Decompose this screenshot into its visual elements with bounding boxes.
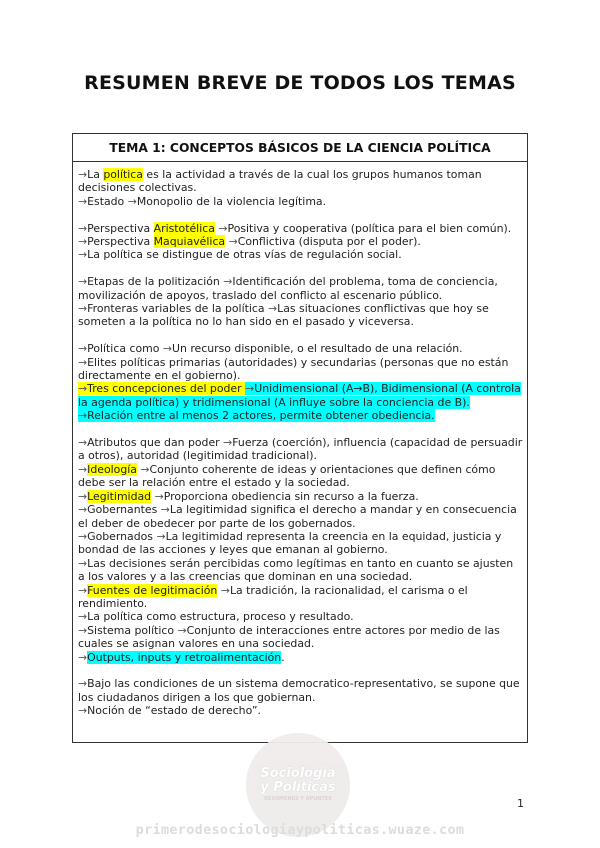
arrow-icon: →	[78, 355, 88, 369]
arrow-icon: →	[223, 436, 233, 450]
paragraph-etapas: →Etapas de la politización →Identificación del problema, toma de conciencia, movilización de apoyos, traslado del conflicto al escenario público.	[78, 275, 498, 302]
watermark-line3: RESUMENES Y APUNTES	[264, 796, 332, 802]
arrow-icon: →	[223, 275, 233, 289]
paragraph-estructura: →La política como estructura, proceso y resultado.	[78, 610, 354, 624]
tema-1-box	[72, 133, 528, 743]
arrow-icon: →	[127, 194, 137, 208]
highlight-maquiavelica: Maquiavélica	[153, 235, 226, 249]
paragraph-politica-como: →Política como →Un recurso disponible, o el resultado de una relación.	[78, 342, 463, 356]
arrow-icon: →	[78, 382, 88, 396]
highlight-politica: política	[103, 168, 143, 181]
paragraph-estado: →Estado →Monopolio de la violencia legítima.	[78, 194, 327, 208]
arrow-icon: →	[78, 529, 88, 543]
paragraph-elites: →Elites políticas primarias (autoridades) y secundarias (personas que no están directamente en el gobierno).	[78, 355, 509, 383]
paragraph-gobernados: →Gobernados →La legitimidad representa la creencia en la equidad, justicia y bondad de las acciones y leyes que emanan al gobierno.	[78, 529, 502, 557]
arrow-icon: →	[78, 168, 88, 181]
arrow-icon: →	[220, 583, 230, 597]
arrow-icon: →	[78, 462, 88, 476]
watermark-line2: y Políticas	[260, 780, 336, 795]
arrow-icon: →	[162, 342, 172, 356]
arrow-icon: →	[78, 342, 88, 356]
watermark-line1: Sociología	[260, 766, 336, 781]
arrow-icon: →	[78, 275, 88, 289]
arrow-icon: →	[78, 302, 88, 316]
paragraph-relacion-actores	[78, 409, 523, 422]
arrow-icon: →	[78, 556, 88, 570]
highlight-ideologia: Ideología	[87, 462, 137, 476]
arrow-icon: →	[78, 194, 88, 208]
arrow-icon: →	[78, 409, 88, 423]
arrow-icon: →	[228, 235, 238, 249]
arrow-icon: →	[218, 221, 228, 235]
paragraph-politica: →La política es la actividad a través de la cual los grupos humanos toman decisiones colectivas.	[78, 168, 482, 195]
arrow-icon: →	[140, 462, 150, 476]
arrow-icon: →	[78, 583, 88, 597]
arrow-icon: →	[78, 248, 88, 262]
arrow-icon: →	[78, 610, 88, 624]
arrow-icon: →	[78, 221, 88, 235]
paragraph-estado-derecho: →Noción de “estado de derecho”.	[78, 704, 261, 718]
arrow-icon: →	[156, 529, 166, 543]
paragraph-fuentes: →Fuentes de legitimación →La tradición, la racionalidad, el carisma o el rendimiento.	[78, 583, 468, 610]
arrow-icon: →	[78, 677, 88, 691]
paragraph-decisiones: →Las decisiones serán percibidas como legítimas en tanto en cuanto se ajusten a los valores y a las creencias que dominan en una sociedad.	[78, 556, 514, 584]
paragraph-maquiavelica: →Perspectiva Maquiavélica →Conflictiva (disputa por el poder).	[78, 235, 421, 249]
arrow-icon: →	[268, 302, 278, 316]
tema-1-content	[73, 162, 527, 718]
paragraph-sistema: →Sistema político →Conjunto de interacciones entre actores por medio de las cuales se asignan valores en una sociedad.	[78, 623, 500, 651]
highlight-fuentes: Fuentes de legitimación	[87, 583, 218, 597]
paragraph-atributos: →Atributos que dan poder →Fuerza (coerción), influencia (capacidad de persuadir a otros), autoridad (legitimidad tradicional).	[78, 436, 523, 463]
paragraph-democratico: →Bajo las condiciones de un sistema democratico-representativo, se supone que los ciudadanos dirigen a los que gobiernan.	[78, 677, 520, 704]
arrow-icon: →	[78, 650, 88, 664]
paragraph-fronteras: →Fronteras variables de la política →Las situaciones conflictivas que hoy se someten a la política no lo han sido en el pasado y viceversa.	[78, 302, 489, 329]
highlight-concepciones: →Tres concepciones del poder	[78, 382, 246, 396]
arrow-icon: →	[245, 382, 255, 396]
arrow-icon: →	[78, 704, 88, 718]
page-title: RESUMEN BREVE DE TODOS LOS TEMAS	[84, 72, 516, 94]
tema-1-header: TEMA 1: CONCEPTOS BÁSICOS DE LA CIENCIA POLÍTICA	[73, 134, 527, 162]
page-number: 1	[517, 797, 524, 810]
arrow-icon: →	[154, 489, 164, 503]
arrow-icon: →	[177, 623, 187, 637]
highlight-dimensiones: →Unidimensional (A→B), Bidimensional (A controla la agenda política) y tridimensional (A influye sobre la conciencia de B).	[78, 382, 521, 409]
arrow-icon: →	[160, 503, 170, 517]
paragraph-concepciones-poder	[78, 382, 523, 409]
highlight-legitimidad: Legitimidad	[87, 489, 152, 503]
paragraph-legitimidad: →Legitimidad →Proporciona obediencia sin recurso a la fuerza.	[78, 489, 419, 503]
arrow-icon: →	[78, 489, 88, 503]
paragraph-outputs: →Outputs, inputs y retroalimentación.	[78, 650, 285, 664]
arrow-icon: →	[78, 436, 88, 450]
highlight-outputs: Outputs, inputs y retroalimentación	[87, 650, 282, 664]
paragraph-ideologia: →Ideología →Conjunto coherente de ideas y orientaciones que definen cómo debe ser la relación entre el estado y la sociedad.	[78, 462, 496, 490]
arrow-icon: →	[78, 623, 88, 637]
paragraph-regulacion: →La política se distingue de otras vías de regulación social.	[78, 248, 402, 262]
highlight-relacion: →Relación entre al menos 2 actores, permite obtener obediencia.	[78, 409, 435, 423]
arrow-icon: →	[78, 235, 88, 249]
highlight-aristotelica: Aristotélica	[153, 221, 215, 235]
footer-url[interactable]: primerodesociologiaypoliticas.wuaze.com	[135, 822, 465, 838]
paragraph-gobernantes: →Gobernantes →La legitimidad significa el derecho a mandar y en consecuencia el deber de obedecer por parte de los gobernados.	[78, 503, 517, 530]
paragraph-aristotelica: →Perspectiva Aristotélica →Positiva y cooperativa (política para el bien común).	[78, 221, 512, 235]
arrow-icon: →	[78, 503, 88, 517]
